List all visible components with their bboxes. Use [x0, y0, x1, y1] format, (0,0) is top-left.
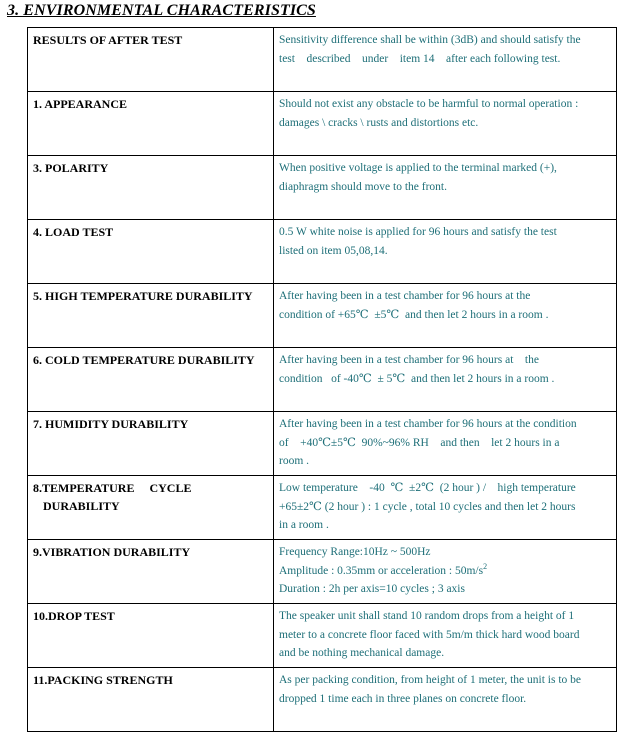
- table-row: [28, 348, 617, 412]
- item-label: 10.DROP TEST: [28, 604, 274, 668]
- item-description: Low temperature -40 ℃ ±2℃ (2 hour ) / high temperature +65±2℃ (2 hour ) : 1 cycle , total 10 cycles and then let 2 hours in a room .: [274, 476, 617, 540]
- item-description: Frequency Range:10Hz ~ 500Hz Amplitude : 0.35mm or acceleration : $50m/s^2$ Duration : 2h per axis=10 cycles ; 3 axis: [274, 540, 617, 604]
- item-label: 1. APPEARANCE: [28, 92, 274, 156]
- item-label: 6. COLD TEMPERATURE DURABILITY: [28, 348, 274, 412]
- item-description: As per packing condition, from height of 1 meter, the unit is to be dropped 1 time each in three planes on concrete floor.: [274, 668, 617, 732]
- item-description: After having been in a test chamber for 96 hours at the condition of +65℃ ±5℃ and then let 2 hours in a room .: [274, 284, 617, 348]
- item-label: 11.PACKING STRENGTH: [28, 668, 274, 732]
- item-label: RESULTS OF AFTER TEST: [28, 28, 274, 92]
- table-row: [28, 412, 617, 476]
- item-description: When positive voltage is applied to the terminal marked (+), diaphragm should move to the front.: [274, 156, 617, 220]
- item-description: After having been in a test chamber for 96 hours at the condition of +40℃±5℃ 90%~96% RH and then let 2 hours in a room .: [274, 412, 617, 476]
- table-row: [28, 540, 617, 604]
- table-row: [28, 28, 617, 92]
- item-description: Should not exist any obstacle to be harmful to normal operation : damages \ cracks \ rusts and distortions etc.: [274, 92, 617, 156]
- superscript: 2: [483, 561, 488, 571]
- table-row: [28, 284, 617, 348]
- item-label: 3. POLARITY: [28, 156, 274, 220]
- item-label: 8.TEMPERATURE CYCLE DURABILITY: [28, 476, 274, 540]
- table-row: [28, 604, 617, 668]
- section-title: 3. ENVIRONMENTAL CHARACTERISTICS: [7, 2, 316, 19]
- item-label: 7. HUMIDITY DURABILITY: [28, 412, 274, 476]
- item-description: The speaker unit shall stand 10 random drops from a height of 1 meter to a concrete floor faced with 5m/m thick hard wood board and be nothing mechanical damage.: [274, 604, 617, 668]
- item-label: 9.VIBRATION DURABILITY: [28, 540, 274, 604]
- item-description: After having been in a test chamber for 96 hours at the condition of -40℃ ± 5℃ and then let 2 hours in a room .: [274, 348, 617, 412]
- table-row: [28, 156, 617, 220]
- item-label: 5. HIGH TEMPERATURE DURABILITY: [28, 284, 274, 348]
- table-row: [28, 220, 617, 284]
- environmental-characteristics-table: [27, 27, 617, 732]
- table-row: [28, 92, 617, 156]
- table-row: [28, 476, 617, 540]
- item-description: 0.5 W white noise is applied for 96 hours and satisfy the test listed on item 05,08,14.: [274, 220, 617, 284]
- table-row: [28, 668, 617, 732]
- item-description: Sensitivity difference shall be within (3dB) and should satisfy the test described under item 14 after each following test.: [274, 28, 617, 92]
- item-label: 4. LOAD TEST: [28, 220, 274, 284]
